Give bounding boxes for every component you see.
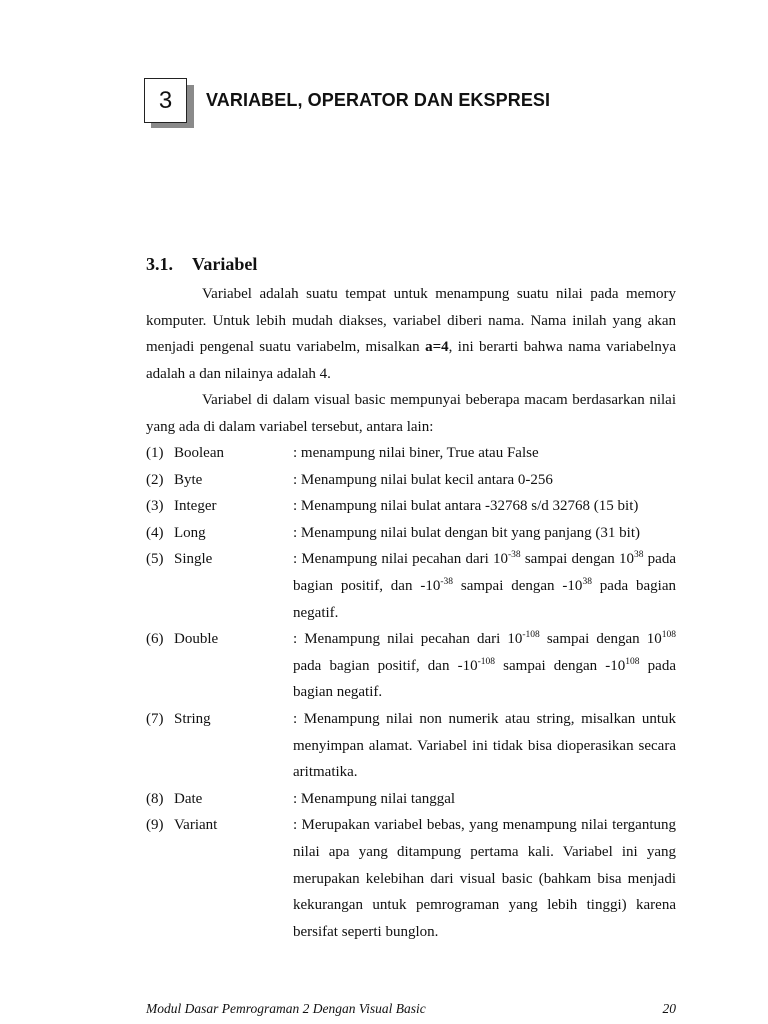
list-item: [146, 626, 676, 706]
paragraph-types-intro: [146, 387, 676, 440]
exponent: 108: [625, 656, 640, 667]
section-title: Variabel: [192, 254, 258, 274]
chapter-title: VARIABEL, OPERATOR DAN EKSPRESI: [206, 90, 551, 110]
desc-part: : Menampung nilai pecahan dari 10: [293, 631, 523, 648]
list-item-description: [293, 546, 676, 626]
list-item: [146, 440, 676, 467]
list-item-name: Boolean: [174, 445, 224, 461]
chapter-number: 3: [144, 78, 187, 123]
list-item-description: [293, 626, 676, 706]
list-item-description: : menampung nilai biner, True atau False: [293, 445, 539, 461]
list-item-description: : Menampung nilai bulat kecil antara 0-256: [293, 471, 553, 488]
desc-part: sampai dengan 10: [539, 631, 662, 648]
list-item: [146, 520, 676, 547]
section-heading: [146, 254, 257, 275]
list-item-name: Byte: [174, 471, 203, 488]
desc-part: sampai dengan -10: [495, 657, 626, 674]
exponent: 38: [634, 550, 644, 561]
desc-part: pada bagian negatif.: [293, 577, 676, 621]
list-item: [146, 812, 676, 945]
desc-part: pada bagian positif, dan -10: [293, 657, 478, 674]
list-item-number: (8): [146, 790, 164, 807]
list-item: [146, 786, 676, 813]
list-item-name: String: [174, 710, 211, 727]
list-item-number: (4): [146, 524, 164, 541]
list-item-description: : Menampung nilai bulat dengan bit yang panjang (31 bit): [293, 524, 641, 541]
list-item-name: Double: [174, 631, 219, 648]
list-item-number: (9): [146, 817, 164, 834]
desc-part: pada bagian negatif.: [293, 657, 676, 701]
list-item-description: : Menampung nilai bulat antara -32768 s/d 32768 (15 bit): [293, 498, 639, 515]
footer-page-number: 20: [662, 1001, 676, 1016]
list-item-description: : Menampung nilai tanggal: [293, 790, 456, 807]
list-item: [146, 706, 676, 786]
footer-book-title: Modul Dasar Pemrograman 2 Dengan Visual Basic: [146, 1001, 426, 1016]
desc-part: sampai dengan 10: [520, 551, 634, 568]
exponent: -38: [507, 550, 521, 561]
list-item: [146, 493, 676, 520]
list-item: [146, 467, 676, 494]
exponent: -108: [477, 656, 496, 667]
list-item-name: Integer: [174, 498, 217, 515]
section-number: 3.1.: [146, 254, 173, 274]
desc-part: : Menampung nilai pecahan dari 10: [293, 551, 508, 568]
list-item-number: (3): [146, 498, 164, 515]
desc-part: pada bagian positif, dan -10: [293, 551, 676, 594]
list-item-name: Variant: [174, 817, 218, 834]
list-item-description: : Menampung nilai non numerik atau string, misalkan untuk menyimpan alamat. Variabel ini tidak bisa dioperasikan secara aritmatika.: [293, 710, 676, 781]
list-item-number: (2): [146, 471, 164, 488]
page-footer: [146, 1001, 676, 1017]
paragraph-intro-text-1: Variabel adalah suatu tempat untuk menampung suatu nilai pada memory komputer. Untuk lebih mudah diakses, variabel diberi nama. Nama inilah yang akan menjadi pengenal suatu variabelm, misalkan: [146, 286, 676, 355]
list-item-number: (7): [146, 710, 164, 727]
desc-part: sampai dengan -10: [453, 577, 583, 594]
paragraph-types-intro-text: Variabel di dalam visual basic mempunyai beberapa macam berdasarkan nilai yang ada di dalam variabel tersebut, antara lain:: [146, 392, 676, 435]
exponent: 108: [661, 630, 676, 641]
list-item-number: (6): [146, 631, 164, 648]
exponent: 38: [582, 576, 592, 587]
list-item-number: (1): [146, 445, 164, 461]
exponent: -38: [440, 576, 454, 587]
list-item: [146, 546, 676, 626]
list-item-name: Date: [174, 790, 203, 807]
paragraph-intro-text-2: , ini berarti bahwa nama variabelnya adalah a dan nilainya adalah 4.: [146, 339, 676, 382]
list-item-name: Single: [174, 551, 213, 568]
list-item-name: Long: [174, 524, 206, 541]
exponent: -108: [522, 630, 540, 641]
paragraph-intro-example: a=4: [425, 339, 449, 355]
list-item-number: (5): [146, 551, 164, 568]
paragraph-intro: [146, 281, 676, 387]
list-item-description: : Merupakan variabel bebas, yang menampung nilai tergantung nilai apa yang ditampung pertama kali. Variabel ini yang merupakan kelebihan dari visual basic (bahkam bisa menjadi kekurangan untuk pemrograman yang lebih tinggi) karena bersifat seperti bunglon.: [293, 817, 676, 940]
variable-type-list: [146, 440, 676, 945]
